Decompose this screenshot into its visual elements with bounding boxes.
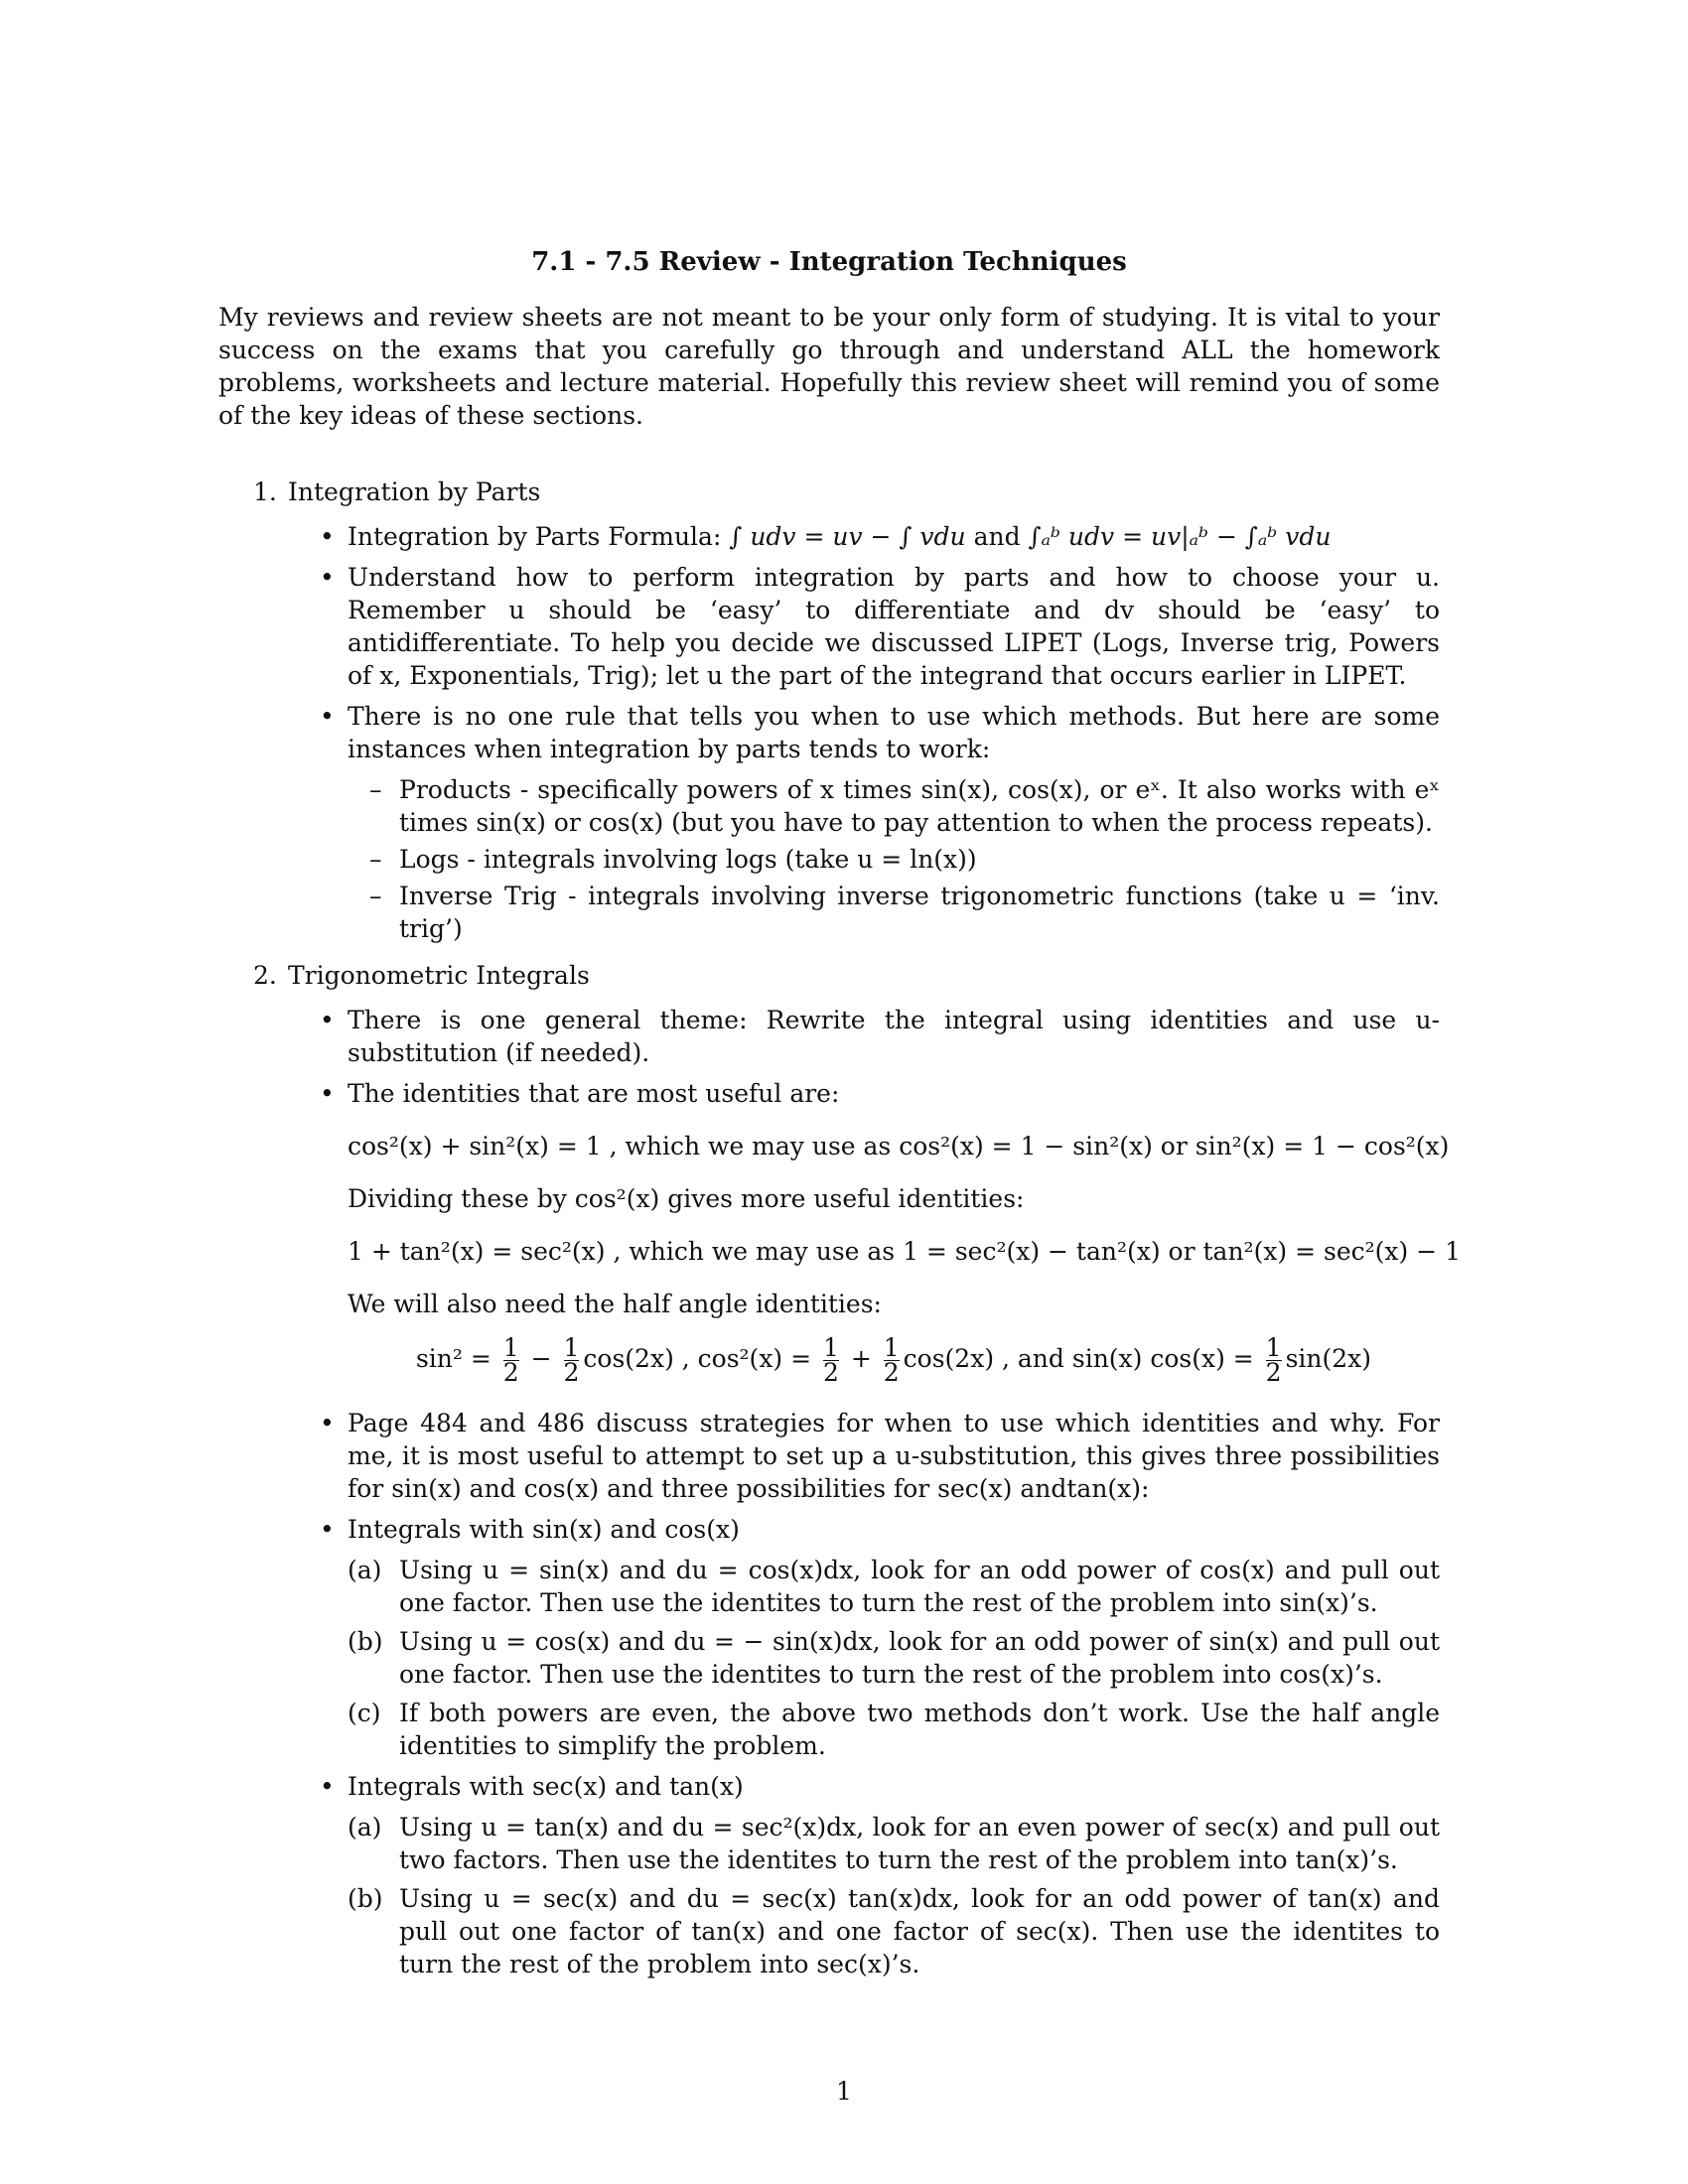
section-title: Integration by Parts [288,478,541,506]
list-item-text: Integrals with sin(x) and cos(x) [348,1515,740,1544]
list-item: • Understand how to perform integration by parts and how to choose your u. Remember u should be ‘easy’ to differentiate and dv should be ‘easy’ to antidifferentiate. To help you decide we discussed LIPET (Logs, Inverse trig, Powers of x, Exponentials, Trig); let u the part of the integrand that occurs earlier in LIPET. [348,561,1440,692]
bullet-list [218,520,1440,945]
section-number: 2. [253,961,277,990]
dash-item: – Logs - integrals involving logs (take u = ln(x)) [399,843,1440,876]
eq-part: cos(2x) , and sin(x) cos(x) = [903,1344,1262,1373]
dash-list [348,773,1440,945]
denominator: 2 [1265,1358,1282,1387]
fraction [823,1333,839,1387]
lettered-item [348,1554,1440,1619]
list-item [348,1077,1462,1387]
item-text: Using u = sec(x) and du = sec(x) tan(x)dx, look for an odd power of tan(x) and pull out one factor of tan(x) and one factor of sec(x). Then use the identites to turn the rest of the problem into sec(x)’s. [399,1884,1440,1979]
formula-and: and [973,522,1021,551]
section-integration-by-parts [218,476,1440,945]
lettered-item [348,1811,1440,1876]
half-angle-text: We will also need the half angle identities: [348,1290,882,1318]
item-label: (b) [348,1884,383,1913]
section-title: Trigonometric Integrals [288,961,590,990]
item-label: (a) [348,1813,382,1842]
dividing-text: Dividing these by cos²(x) gives more useful identities: [348,1184,1025,1213]
item-label: (b) [348,1627,383,1656]
list-item [348,520,1440,553]
identity-tangent: 1 + tan²(x) = sec²(x) , which we may use as 1 = sec²(x) − tan²(x) or tan²(x) = sec²(x) − 1 [348,1237,1462,1266]
lettered-item [348,1882,1440,1980]
eq-part: + [842,1344,880,1373]
numerator: 1 [563,1333,580,1362]
eq-part: cos(2x) , cos²(x) = [583,1344,820,1373]
list-item-text: Integrals with sec(x) and tan(x) [348,1772,744,1801]
eq-part: − [522,1344,560,1373]
list-item [348,1513,1440,1762]
denominator: 2 [883,1358,900,1387]
item-text: If both powers are even, the above two methods don’t work. Use the half angle identities to simplify the problem. [399,1699,1440,1760]
item-text: Using u = tan(x) and du = sec²(x)dx, look for an even power of sec(x) and pull out two factors. Then use the identites to turn the rest of the problem into tan(x)’s. [399,1813,1440,1874]
list-item-text: There is no one rule that tells you when to use which methods. But here are some instances when integration by parts tends to work: [348,702,1440,763]
fraction [883,1333,900,1387]
lettered-item [348,1697,1440,1762]
page-number: 1 [836,2077,852,2106]
half-angle-identities [348,1333,1440,1387]
eq-part: sin² = [415,1344,499,1373]
formula-indefinite: ∫ udv = uv − ∫ vdu [729,522,966,551]
dash-item: – Products - specifically powers of x times sin(x), cos(x), or eˣ. It also works with eˣ times sin(x) or cos(x) (but you have to pay attention to when the process repeats). [399,773,1440,839]
numerator: 1 [823,1333,839,1362]
numerator: 1 [883,1333,900,1362]
item-text: Using u = sin(x) and du = cos(x)dx, look for an odd power of cos(x) and pull out one factor. Then use the identites to turn the rest of the problem into sin(x)’s. [399,1556,1440,1617]
section-heading [253,959,1440,992]
list-item [348,700,1440,945]
page-title: 7.1 - 7.5 Review - Integration Techniques [531,247,1127,277]
formula-definite: ∫ₐᵇ udv = uv|ₐᵇ − ∫ₐᵇ vdu [1028,522,1332,551]
section-number: 1. [253,478,277,506]
list-item: • There is one general theme: Rewrite the integral using identities and use u-substitution (if needed). [348,1004,1440,1069]
fraction [563,1333,580,1387]
section-heading [253,476,1440,508]
section-trigonometric-integrals [218,959,1462,1980]
bullet-list [218,1004,1462,1980]
list-item-text: The identities that are most useful are: [348,1079,840,1108]
formula-label: Integration by Parts Formula: [348,522,722,551]
item-label: (c) [348,1699,381,1727]
fraction [502,1333,519,1387]
list-item: • Page 484 and 486 discuss strategies for when to use which identities and why. For me, it is most useful to attempt to set up a u-substitution, this gives three possibilities for sin(x) and cos(x) and three possibilities for sec(x) andtan(x): [348,1407,1440,1505]
identity-pythagorean: cos²(x) + sin²(x) = 1 , which we may use as cos²(x) = 1 − sin²(x) or sin²(x) = 1 − cos²(x) [348,1132,1450,1160]
sectan-list [348,1811,1440,1980]
item-text: Using u = cos(x) and du = − sin(x)dx, look for an odd power of sin(x) and pull out one factor. Then use the identites to turn the rest of the problem into cos(x)’s. [399,1627,1440,1689]
denominator: 2 [563,1358,580,1387]
lettered-item [348,1625,1440,1691]
intro-paragraph: My reviews and review sheets are not meant to be your only form of studying. It is vital to your success on the exams that you carefully go through and understand ALL the homework problems, worksheets and lecture material. Hopefully this review sheet will remind you of some of the key ideas of these sections. [218,303,1440,430]
document-page [218,246,1462,1994]
fraction [1265,1333,1282,1387]
item-label: (a) [348,1556,382,1584]
dash-item: – Inverse Trig - integrals involving inverse trigonometric functions (take u = ‘inv. trig’) [399,880,1440,945]
list-item [348,1770,1440,1980]
numerator: 1 [502,1333,519,1362]
denominator: 2 [502,1358,519,1387]
eq-part: sin(2x) [1285,1344,1372,1373]
denominator: 2 [823,1358,839,1387]
sincos-list [348,1554,1440,1762]
numerator: 1 [1265,1333,1282,1362]
